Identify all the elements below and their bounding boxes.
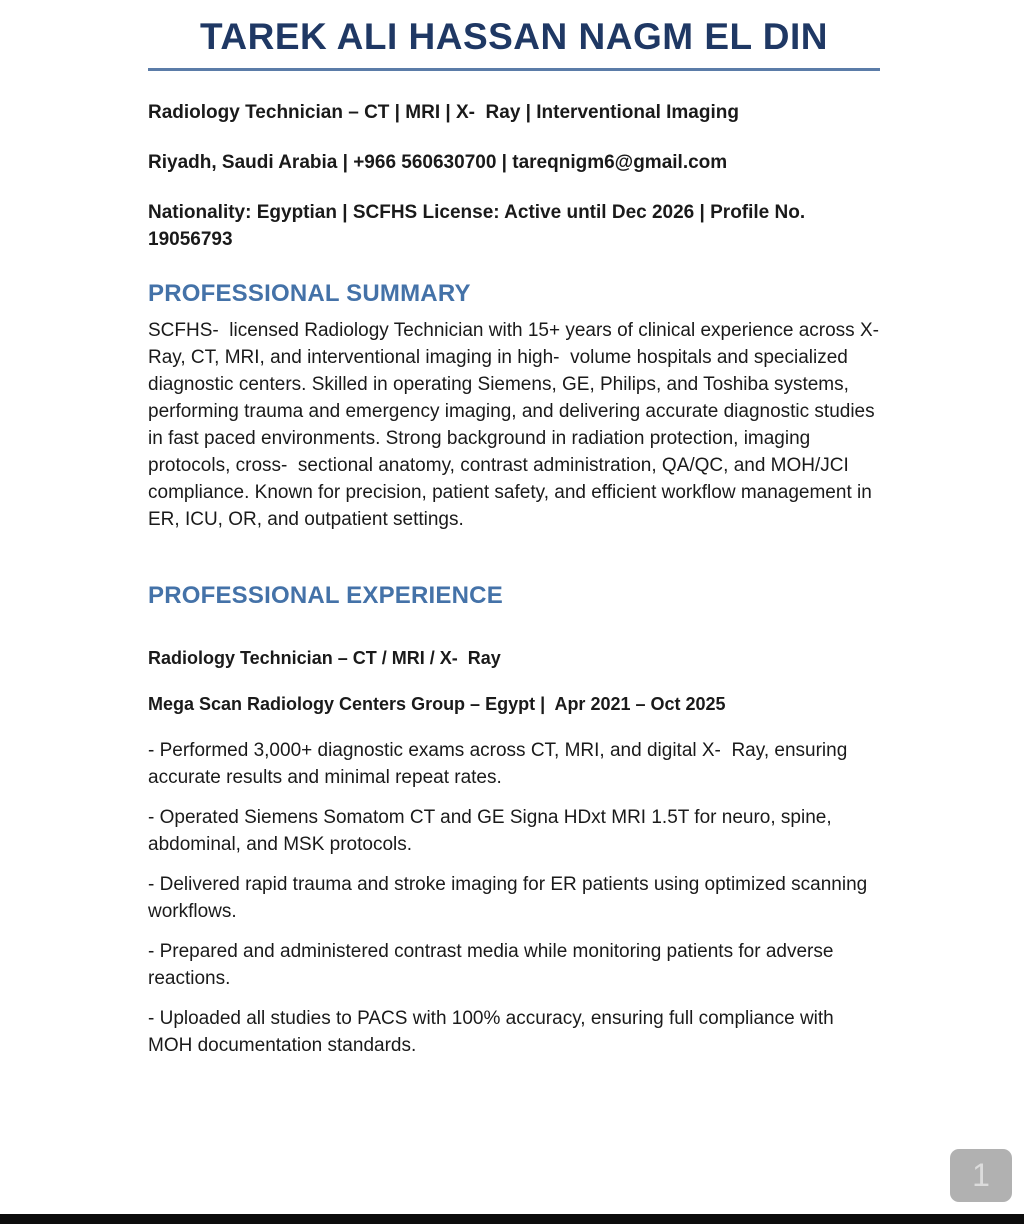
bullet-item: - Uploaded all studies to PACS with 100% accuracy, ensuring full compliance with MOH documentation standards. [148,1008,840,1056]
bullet-item: - Operated Siemens Somatom CT and GE Signa HDxt MRI 1.5T for neuro, spine, abdominal, and MSK protocols. [148,807,837,855]
page-number-badge: 1 [950,1149,1012,1202]
professional-summary-heading: PROFESSIONAL SUMMARY [148,280,471,307]
title-underline-rule [148,68,880,71]
experience-bullet-list [148,737,880,1059]
page-content [148,0,890,1072]
page-title: TAREK ALI HASSAN NAGM EL DIN [200,16,828,57]
contact-line-location-phone-email: Riyadh, Saudi Arabia | +966 560630700 | tareqnigm6@gmail.com [148,152,728,173]
bullet-item: - Prepared and administered contrast media while monitoring patients for adverse reactions. [148,941,839,989]
company-and-dates: Mega Scan Radiology Centers Group – Egypt | Apr 2021 – Oct 2025 [148,694,726,714]
contact-line-nationality-license: Nationality: Egyptian | SCFHS License: Active until Dec 2026 | Profile No. 19056793 [148,202,811,250]
bottom-black-bar [0,1214,1024,1224]
professional-experience-heading: PROFESSIONAL EXPERIENCE [148,582,503,609]
contact-line-role: Radiology Technician – CT | MRI | X- Ray | Interventional Imaging [148,102,739,123]
job-title: Radiology Technician – CT / MRI / X- Ray [148,648,501,668]
bullet-item: - Performed 3,000+ diagnostic exams across CT, MRI, and digital X- Ray, ensuring accurate results and minimal repeat rates. [148,740,853,788]
professional-experience-section [148,582,880,1059]
bullet-item: - Delivered rapid trauma and stroke imaging for ER patients using optimized scanning workflows. [148,874,873,922]
professional-summary-section [148,280,890,533]
professional-summary-text: SCFHS- licensed Radiology Technician with 15+ years of clinical experience across X- Ray, CT, MRI, and interventional imaging in high- volume hospitals and specialized diagnostic centers. Skilled in operating Siemens, GE, Philips, and Toshiba systems, performing trauma and emergency imaging, and delivering accurate diagnostic studies in fast paced environments. Strong background in radiation protection, imaging protocols, cross- sectional anatomy, contrast administration, QA/QC, and MOH/JCI compliance. Known for precision, patient safety, and efficient workflow management in ER, ICU, OR, and outpatient settings. [148,320,890,530]
contact-block [148,99,880,253]
